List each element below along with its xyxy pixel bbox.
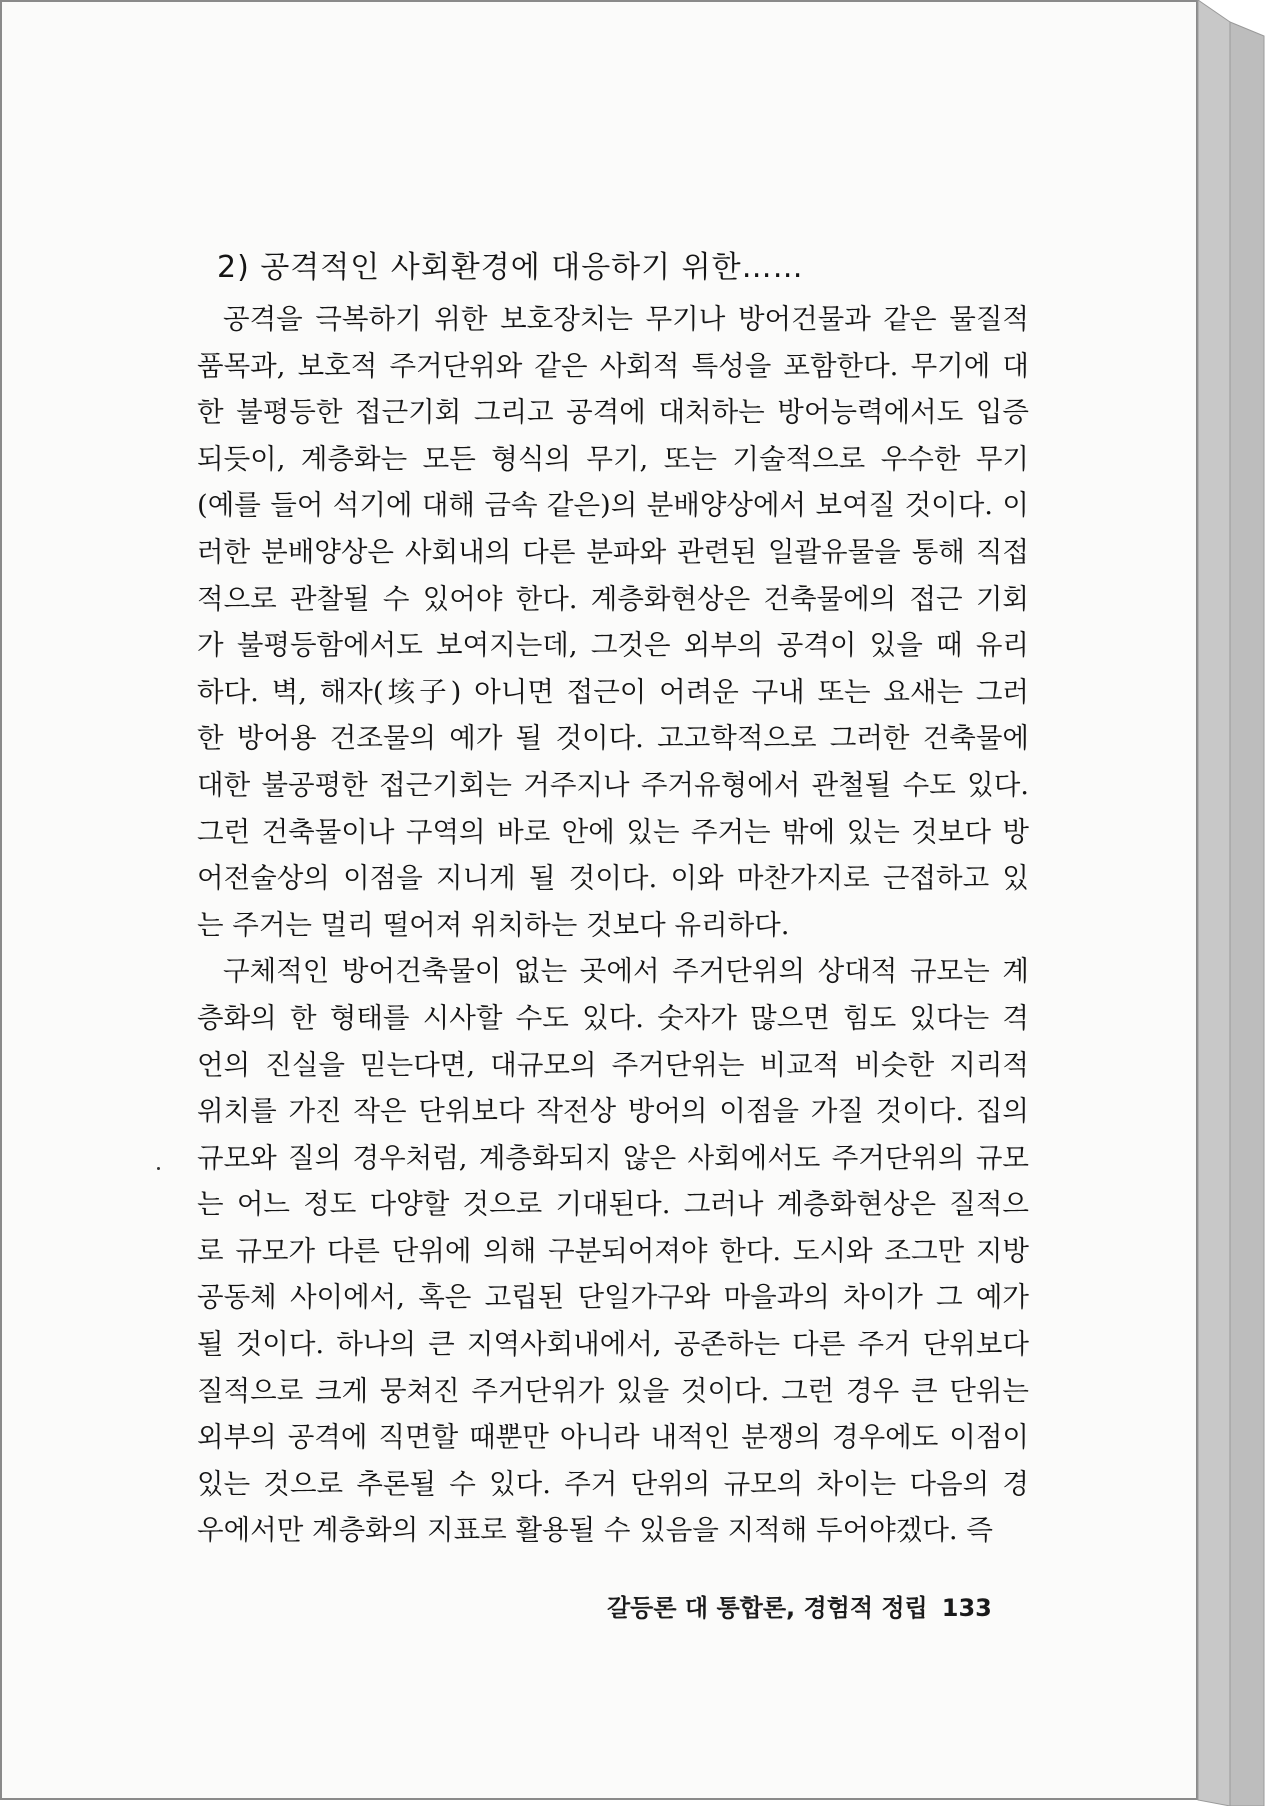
text-line: 질적으로 크게 뭉쳐진 주거단위가 있을 것이다. 그런 경우 큰 단위는 <box>197 1374 1029 1407</box>
text-line: 위치를 가진 작은 단위보다 작전상 방어의 이점을 가질 것이다. 집의 <box>197 1095 1029 1128</box>
page-stack-edge <box>1190 0 1273 1806</box>
text-line: 가 불평등함에서도 보여지는데, 그것은 외부의 공격이 있을 때 유리 <box>197 629 1029 662</box>
text-line: 될 것이다. 하나의 큰 지역사회내에서, 공존하는 다른 주거 단위보다 <box>197 1328 1029 1361</box>
text-line: 공동체 사이에서, 혹은 고립된 단일가구와 마을과의 차이가 그 예가 <box>197 1281 1029 1314</box>
paragraph-2 <box>197 948 1029 1554</box>
text-line: 러한 분배양상은 사회내의 다른 분파와 관련된 일괄유물을 통해 직접 <box>197 535 1029 568</box>
text-line: 는 주거는 멀리 떨어져 위치하는 것보다 유리하다. <box>197 908 790 941</box>
running-title: 갈등론 대 통합론, 경험적 정립 <box>607 1594 928 1622</box>
section-heading: 2) 공격적인 사회환경에 대응하기 위한…… <box>217 250 804 285</box>
text-line: 하다. 벽, 해자(垓子) 아니면 접근이 어려운 구내 또는 요새는 그러 <box>197 675 1029 708</box>
page-body <box>197 240 1029 1554</box>
text-line: (예를 들어 석기에 대해 금속 같은)의 분배양상에서 보여질 것이다. 이 <box>197 489 1029 522</box>
text-line: 우에서만 계층화의 지표로 활용될 수 있음을 지적해 두어야겠다. 즉 <box>197 1514 993 1547</box>
page-footer <box>607 1588 992 1623</box>
text-line: 그런 건축물이나 구역의 바로 안에 있는 주거는 밖에 있는 것보다 방 <box>197 815 1029 848</box>
text-line: 규모와 질의 경우처럼, 계층화되지 않은 사회에서도 주거단위의 규모 <box>197 1141 1029 1174</box>
page-number: 133 <box>941 1594 992 1622</box>
text-line: 한 방어용 건조물의 예가 될 것이다. 고고학적으로 그러한 건축물에 <box>197 722 1029 755</box>
paragraph-1 <box>197 296 1029 948</box>
text-line: 층화의 한 형태를 시사할 수도 있다. 숫자가 많으면 힘도 있다는 격 <box>197 1001 1029 1034</box>
text-line: 외부의 공격에 직면할 때뿐만 아니라 내적인 분쟁의 경우에도 이점이 <box>197 1421 1029 1454</box>
text-line: 구체적인 방어건축물이 없는 곳에서 주거단위의 상대적 규모는 계 <box>223 955 1029 988</box>
text-line: 되듯이, 계층화는 모든 형식의 무기, 또는 기술적으로 우수한 무기 <box>197 442 1029 475</box>
text-line: 적으로 관찰될 수 있어야 한다. 계층화현상은 건축물에의 접근 기회 <box>197 582 1029 615</box>
text-line: 공격을 극복하기 위한 보호장치는 무기나 방어건물과 같은 물질적 <box>223 303 1029 335</box>
text-line: 품목과, 보호적 주거단위와 같은 사회적 특성을 포함한다. 무기에 대 <box>197 349 1029 382</box>
text-line: 있는 것으로 추론될 수 있다. 주거 단위의 규모의 차이는 다음의 경 <box>197 1467 1029 1500</box>
speck-mark <box>157 1167 160 1170</box>
text-line: 는 어느 정도 다양할 것으로 기대된다. 그러나 계층화현상은 질적으 <box>197 1188 1029 1221</box>
text-line: 한 불평등한 접근기회 그리고 공격에 대처하는 방어능력에서도 입증 <box>197 396 1029 429</box>
text-line: 언의 진실을 믿는다면, 대규모의 주거단위는 비교적 비슷한 지리적 <box>197 1048 1029 1081</box>
text-line: 어전술상의 이점을 지니게 될 것이다. 이와 마찬가지로 근접하고 있 <box>197 862 1029 895</box>
text-line: 로 규모가 다른 단위에 의해 구분되어져야 한다. 도시와 조그만 지방 <box>197 1234 1029 1267</box>
text-line: 대한 불공평한 접근기회는 거주지나 주거유형에서 관철될 수도 있다. <box>197 768 1029 801</box>
